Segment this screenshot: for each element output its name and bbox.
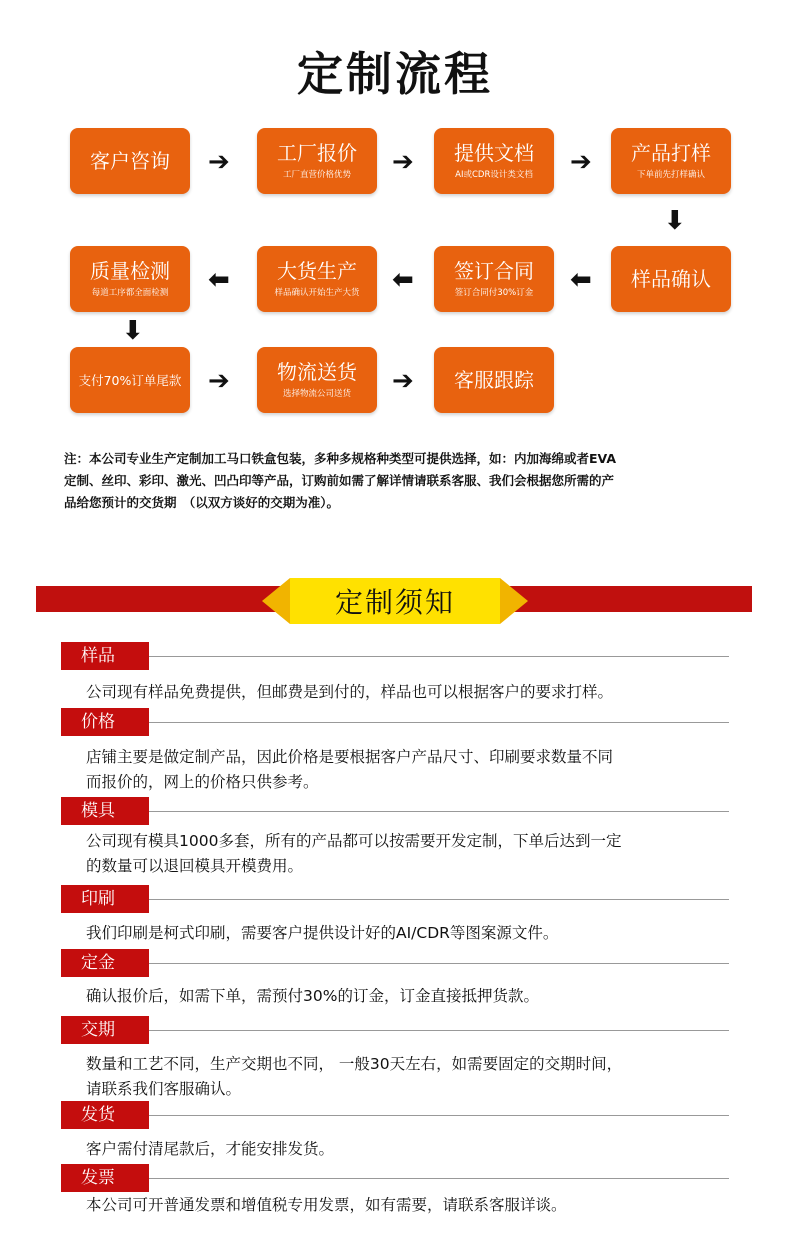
section-text-printing <box>86 921 746 946</box>
section-text-price <box>86 745 746 795</box>
section-text-leadtime <box>86 1052 746 1102</box>
step-label: 物流送货 <box>277 360 357 384</box>
arrow-right-icon: ➔ <box>208 366 230 396</box>
step-label: 签订合同 <box>454 259 534 283</box>
step-sublabel: 每道工序都全面检测 <box>91 288 169 298</box>
note-line: 定制、丝印、彩印、激光、凹凸印等产品，订购前如需了解详情请联系客服、我们会根据您所需的产 <box>64 473 615 488</box>
note-line: 品给您预计的交货期 （以双方谈好的交期为准）。 <box>64 495 340 510</box>
divider <box>149 722 729 723</box>
arrow-left-icon: ⬅ <box>570 265 592 295</box>
step-label: 客服跟踪 <box>454 368 534 392</box>
step-label: 支付70%订单尾款 <box>78 373 182 388</box>
step-sample-confirm <box>611 246 731 312</box>
step-quality-check <box>70 246 190 312</box>
banner-title: 定制须知 <box>290 578 500 624</box>
text-line: 本公司可开普通发票和增值税专用发票，如有需要，请联系客服详谈。 <box>86 1196 567 1214</box>
arrow-right-icon: ➔ <box>392 147 414 177</box>
page-title: 定制流程 <box>297 47 493 101</box>
step-label: 产品打样 <box>631 141 711 165</box>
step-mass-production <box>257 246 377 312</box>
step-sublabel: 签订合同付30%订金 <box>454 288 534 298</box>
step-provide-docs <box>434 128 554 194</box>
text-line: 的数量可以退回模具开模费用。 <box>86 857 304 875</box>
step-sublabel: 工厂直营价格优势 <box>282 170 351 180</box>
step-label: 提供文档 <box>454 141 534 165</box>
step-proofing <box>611 128 731 194</box>
step-label: 样品确认 <box>631 267 711 291</box>
step-service-tracking <box>434 347 554 413</box>
section-label-printing: 印刷 <box>61 885 149 913</box>
arrow-right-icon: ➔ <box>208 147 230 177</box>
arrow-down-icon: ⬇ <box>122 316 144 346</box>
banner-right-tip <box>500 578 528 624</box>
step-factory-quote <box>257 128 377 194</box>
step-sublabel: 选择物流公司送货 <box>282 389 351 399</box>
text-line: 我们印刷是柯式印刷，需要客户提供设计好的AI/CDR等图案源文件。 <box>86 924 559 942</box>
text-line: 公司现有样品免费提供，但邮费是到付的，样品也可以根据客户的要求打样。 <box>86 683 614 701</box>
text-line: 客户需付清尾款后，才能安排发货。 <box>86 1140 335 1158</box>
step-customer-consult <box>70 128 190 194</box>
divider <box>149 1178 729 1179</box>
section-text-sample <box>86 680 746 705</box>
step-label: 质量检测 <box>90 259 170 283</box>
section-label-sample: 样品 <box>61 642 149 670</box>
banner-left-tip <box>262 578 290 624</box>
step-sublabel: AI或CDR设计类文档 <box>455 170 533 180</box>
arrow-right-icon: ➔ <box>392 366 414 396</box>
section-text-mold <box>86 829 746 879</box>
section-text-deposit <box>86 984 746 1009</box>
section-label-invoice: 发票 <box>61 1164 149 1192</box>
text-line: 公司现有模具1000多套，所有的产品都可以按需要开发定制，下单后达到一定 <box>86 832 622 850</box>
divider <box>149 656 729 657</box>
arrow-left-icon: ⬅ <box>392 265 414 295</box>
section-label-price: 价格 <box>61 708 149 736</box>
step-label: 客户咨询 <box>90 149 170 173</box>
step-sign-contract <box>434 246 554 312</box>
arrow-right-icon: ➔ <box>570 147 592 177</box>
arrow-left-icon: ⬅ <box>208 265 230 295</box>
divider <box>149 1030 729 1031</box>
step-logistics <box>257 347 377 413</box>
text-line: 而报价的，网上的价格只供参考。 <box>86 773 319 791</box>
text-line: 请联系我们客服确认。 <box>86 1080 242 1098</box>
note-line: 注：本公司专业生产定制加工马口铁盒包装，多种多规格种类型可提供选择，如：内加海绵或者EVA <box>64 451 617 466</box>
divider <box>149 899 729 900</box>
section-label-shipping: 发货 <box>61 1101 149 1129</box>
step-pay-balance <box>70 347 190 413</box>
divider <box>149 811 729 812</box>
step-sublabel: 下单前先打样确认 <box>636 170 705 180</box>
section-label-mold: 模具 <box>61 797 149 825</box>
divider <box>149 963 729 964</box>
section-text-invoice <box>86 1193 746 1218</box>
arrow-down-icon: ⬇ <box>664 206 686 236</box>
section-label-leadtime: 交期 <box>61 1016 149 1044</box>
text-line: 数量和工艺不同，生产交期也不同， 一般30天左右，如需要固定的交期时间， <box>86 1055 623 1073</box>
divider <box>149 1115 729 1116</box>
text-line: 店铺主要是做定制产品，因此价格是要根据客户产品尺寸、印刷要求数量不同 <box>86 748 614 766</box>
step-sublabel: 样品确认开始生产大货 <box>274 288 360 298</box>
step-label: 工厂报价 <box>277 141 357 165</box>
step-label: 大货生产 <box>277 259 357 283</box>
text-line: 确认报价后，如需下单，需预付30%的订金，订金直接抵押货款。 <box>86 987 539 1005</box>
notice-banner <box>262 578 528 624</box>
section-text-shipping <box>86 1137 746 1162</box>
section-label-deposit: 定金 <box>61 949 149 977</box>
note-text <box>64 448 744 514</box>
